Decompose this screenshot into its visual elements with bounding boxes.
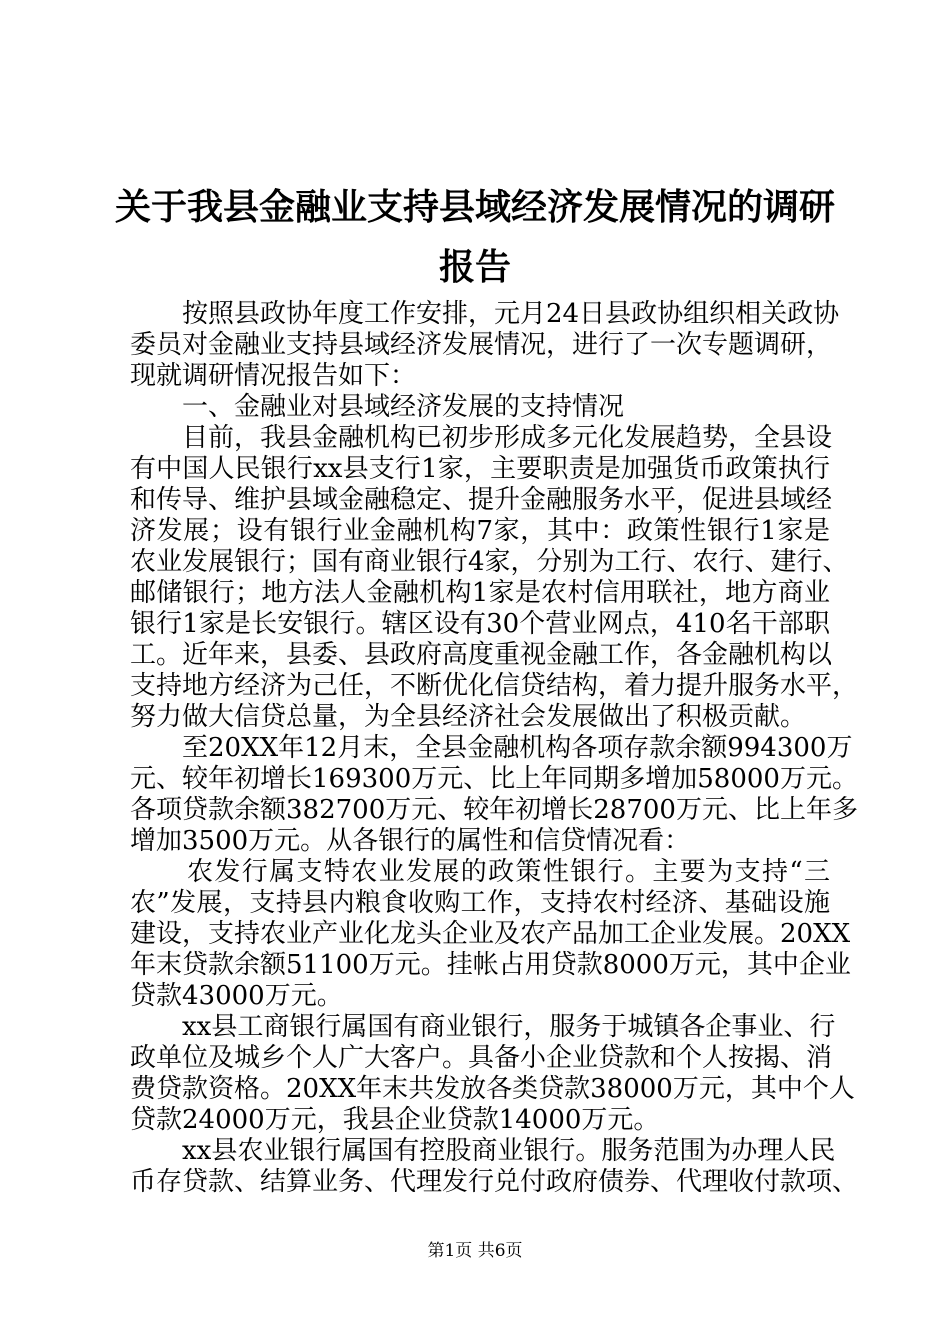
paragraph-line: 贷款43000万元。 xyxy=(130,981,343,1011)
paragraph-line: 努力做大信贷总量，为全县经济社会发展做出了积极贡献。 xyxy=(130,702,807,732)
paragraph-line: 现就调研情况报告如下： xyxy=(130,361,417,391)
paragraph-line: 支持地方经济为己任，不断优化信贷结构，着力提升服务水平， xyxy=(130,671,859,701)
paragraph-line: 增加3500万元。从各银行的属性和信贷情况看： xyxy=(130,826,691,856)
paragraph-line: 元、较年初增长169300万元、比上年同期多增加58000万元。 xyxy=(130,764,858,794)
paragraph-line: xx县农业银行属国有控股商业银行。服务范围为办理人民 xyxy=(182,1136,836,1166)
paragraph-line: 委员对金融业支持县域经济发展情况，进行了一次专题调研， xyxy=(130,330,833,360)
page-number-footer: 第1页 共6页 xyxy=(427,1241,523,1261)
report-title-line-2: 报告 xyxy=(438,247,511,288)
paragraph-line: 至20XX年12月末，全县金融机构各项存款余额994300万 xyxy=(182,733,853,763)
paragraph-line: 政单位及城乡个人广大客户。具备小企业贷款和个人按揭、消 xyxy=(130,1043,833,1073)
paragraph-line: 有中国人民银行xx县支行1家，主要职责是加强货币政策执行 xyxy=(130,454,830,484)
paragraph-line: 建设，支持农业产业化龙头企业及农产品加工企业发展。20XX xyxy=(130,919,851,949)
paragraph-line: 费贷款资格。20XX年末共发放各类贷款38000万元，其中个人 xyxy=(130,1074,855,1104)
report-title-line-1: 关于我县金融业支持县域经济发展情况的调研 xyxy=(114,187,835,228)
paragraph-line: 目前，我县金融机构已初步形成多元化发展趋势，全县设 xyxy=(182,423,833,453)
paragraph-line: 农”发展，支持县内粮食收购工作，支持农村经济、基础设施 xyxy=(130,888,830,918)
paragraph-line: 贷款24000万元，我县企业贷款14000万元。 xyxy=(130,1105,660,1135)
paragraph-line: 年末贷款余额51100万元。挂帐占用贷款8000万元，其中企业 xyxy=(130,950,851,980)
paragraph-line: 按照县政协年度工作安排，元月24日县政协组织相关政协 xyxy=(182,299,840,329)
paragraph-line: 工。近年来，县委、县政府高度重视金融工作，各金融机构以 xyxy=(130,640,833,670)
paragraph-line: 币存贷款、结算业务、代理发行兑付政府债券、代理收付款项、 xyxy=(130,1167,859,1197)
paragraph-line: 各项贷款余额382700万元、较年初增长28700万元、比上年多 xyxy=(130,795,858,825)
paragraph-line: 银行1家是长安银行。辖区设有30个营业网点，410名干部职 xyxy=(130,609,830,639)
paragraph-line: 和传导、维护县域金融稳定、提升金融服务水平，促进县域经 xyxy=(130,485,833,515)
paragraph-line: xx县工商银行属国有商业银行，服务于城镇各企事业、行 xyxy=(182,1012,836,1042)
paragraph-line: 邮储银行；地方法人金融机构1家是农村信用联社，地方商业 xyxy=(130,578,830,608)
section-heading: 一、金融业对县域经济发展的支持情况 xyxy=(182,392,625,422)
paragraph-line: 济发展；设有银行业金融机构7家，其中：政策性银行1家是 xyxy=(130,516,830,546)
paragraph-line: 农发行属支特农业发展的政策性银行。主要为支持“三 xyxy=(187,857,830,887)
paragraph-line: 农业发展银行；国有商业银行4家，分别为工行、农行、建行、 xyxy=(130,547,849,577)
